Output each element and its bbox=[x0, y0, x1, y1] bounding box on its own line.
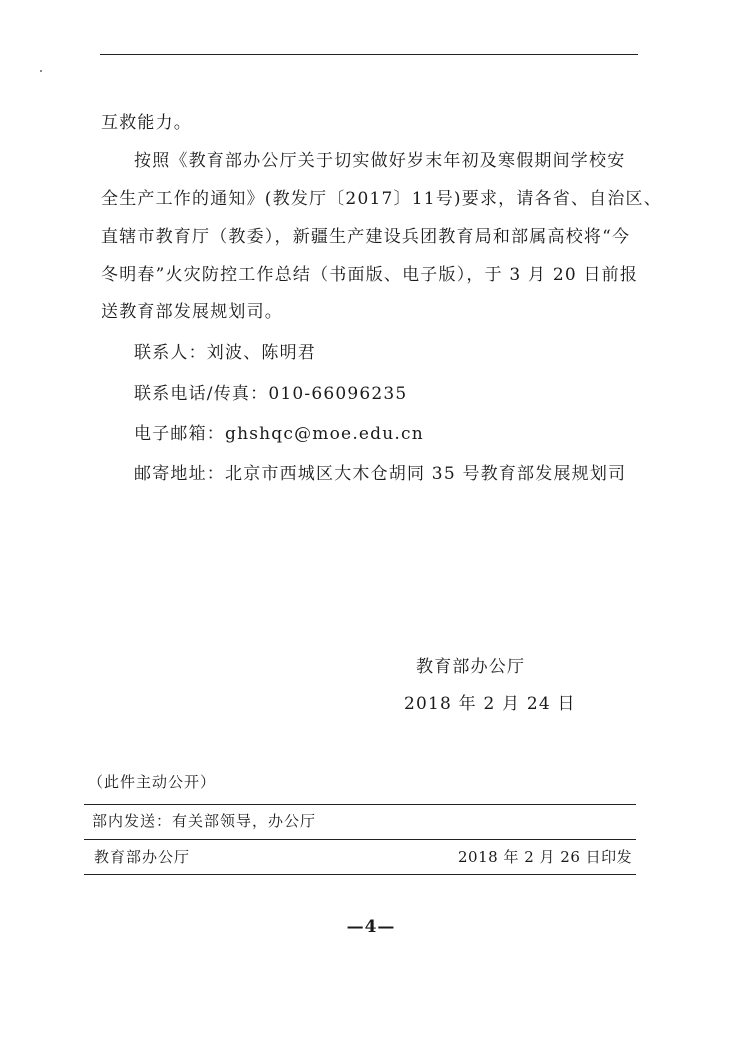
signature-org: 教育部办公厅 bbox=[416, 657, 526, 677]
paragraph-line: 按照《教育部办公厅关于切实做好岁末年初及寒假期间学校安 bbox=[134, 151, 626, 171]
paragraph-line: 直辖市教育厅（教委），新疆生产建设兵团教育局和部属高校将“今 bbox=[101, 227, 631, 247]
scan-speck bbox=[40, 70, 42, 72]
contact-address: 邮寄地址：北京市西城区大木仓胡同 35 号教育部发展规划司 bbox=[134, 464, 627, 484]
footer-rule-3 bbox=[84, 874, 636, 875]
paragraph-line: 冬明春”火灾防控工作总结（书面版、电子版），于 3 月 20 日前报 bbox=[101, 265, 639, 285]
header-rule bbox=[100, 54, 638, 55]
page-number: —4— bbox=[346, 917, 396, 937]
signature-date: 2018 年 2 月 24 日 bbox=[404, 694, 576, 714]
paragraph-continuation: 互救能力。 bbox=[101, 113, 192, 133]
footer-rule-2 bbox=[84, 839, 636, 840]
contact-phone: 联系电话/传真：010-66096235 bbox=[134, 384, 408, 404]
distribution-line: 部内发送：有关部领导，办公厅 bbox=[92, 812, 317, 830]
contact-person: 联系人：刘波、陈明君 bbox=[134, 343, 316, 363]
paragraph-line: 送教育部发展规划司。 bbox=[101, 302, 283, 322]
footer-rule-1 bbox=[84, 804, 636, 805]
issue-date: 2018 年 2 月 26 日印发 bbox=[458, 848, 633, 866]
disclosure-note: （此件主动公开） bbox=[88, 773, 217, 791]
contact-email: 电子邮箱：ghshqc@moe.edu.cn bbox=[134, 424, 424, 444]
paragraph-line: 全生产工作的通知》(教发厅〔2017〕11号)要求，请各省、自治区、 bbox=[101, 189, 662, 209]
issuer-org: 教育部办公厅 bbox=[94, 848, 191, 866]
